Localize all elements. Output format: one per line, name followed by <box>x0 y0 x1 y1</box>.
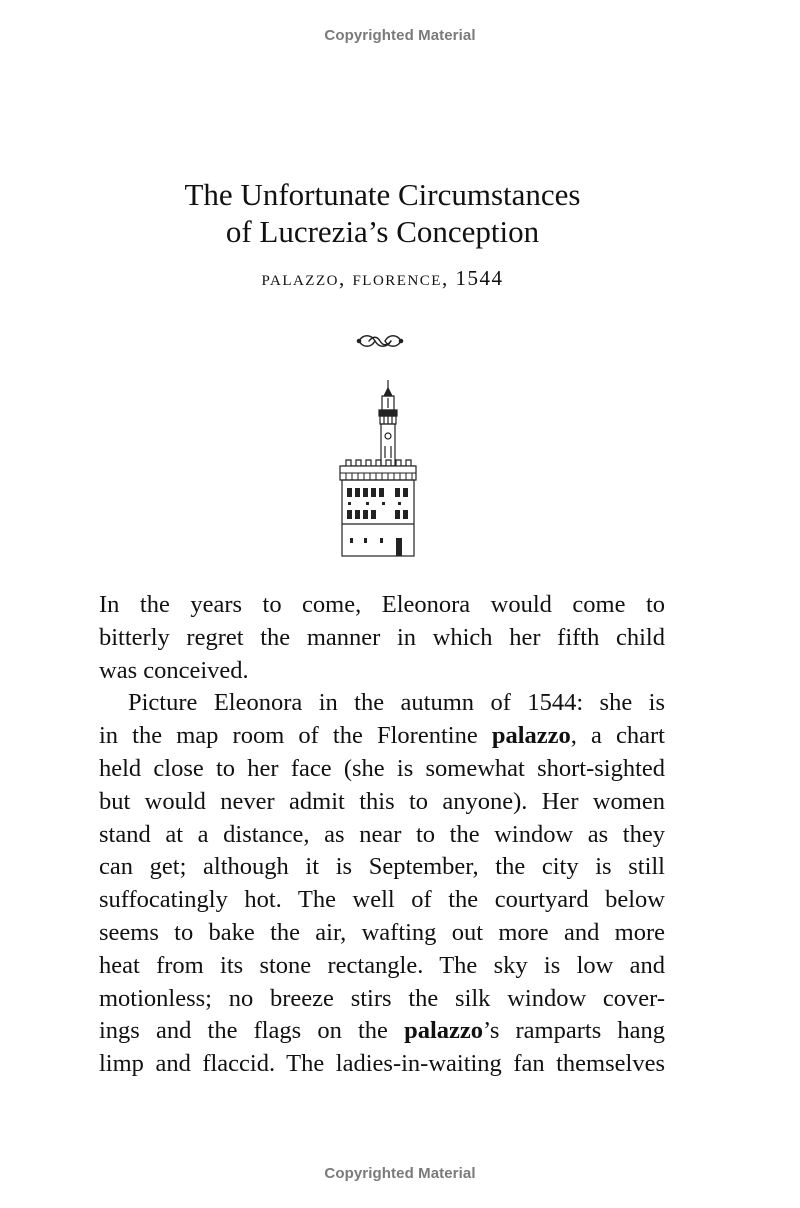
copyright-watermark-top: Copyrighted Material <box>324 27 476 44</box>
emphasis-palazzo: palazzo <box>404 1017 484 1045</box>
body-line: limp and flaccid. The ladies-in-waiting fan themselves <box>99 1050 665 1078</box>
body-line: seems to bake the air, wafting out more and more <box>99 918 665 946</box>
body-line: held close to her face (she is somewhat short-sighted <box>99 754 665 782</box>
body-line: Picture Eleonora in the autumn of 1544: she is <box>128 689 665 717</box>
chapter-title <box>0 176 765 250</box>
body-line: suffocatingly hot. The well of the courtyard below <box>99 886 665 914</box>
chapter-body-text <box>99 589 665 1081</box>
copyright-watermark-bottom: Copyrighted Material <box>324 1165 476 1182</box>
fleuron-ornament-icon <box>355 330 405 352</box>
palazzo-vecchio-tower-icon <box>336 378 420 558</box>
emphasis-palazzo: palazzo <box>491 722 571 750</box>
body-line: bitterly regret the manner in which her fifth child <box>99 623 665 651</box>
chapter-title-line-2: of Lucrezia’s Conception <box>225 214 540 249</box>
body-line: was conceived. <box>99 656 249 684</box>
body-line: heat from its stone rectangle. The sky is low and <box>99 951 665 979</box>
body-line: In the years to come, Eleonora would come to <box>99 591 665 618</box>
body-line: stand at a distance, as near to the window as they <box>99 820 665 848</box>
body-line: motionless; no breeze stirs the silk window cover- <box>99 984 665 1012</box>
chapter-title-line-1: The Unfortunate Circumstances <box>184 177 581 212</box>
body-line: but would never admit this to anyone). Her women <box>99 787 665 815</box>
body-line: ings and the flags on the palazzo’s ramparts hang <box>99 1017 666 1045</box>
chapter-subtitle: palazzo, florence, 1544 <box>261 266 504 290</box>
body-line: can get; although it is September, the city is still <box>99 853 665 881</box>
body-line: in the map room of the Florentine palazzo, a chart <box>99 722 665 750</box>
